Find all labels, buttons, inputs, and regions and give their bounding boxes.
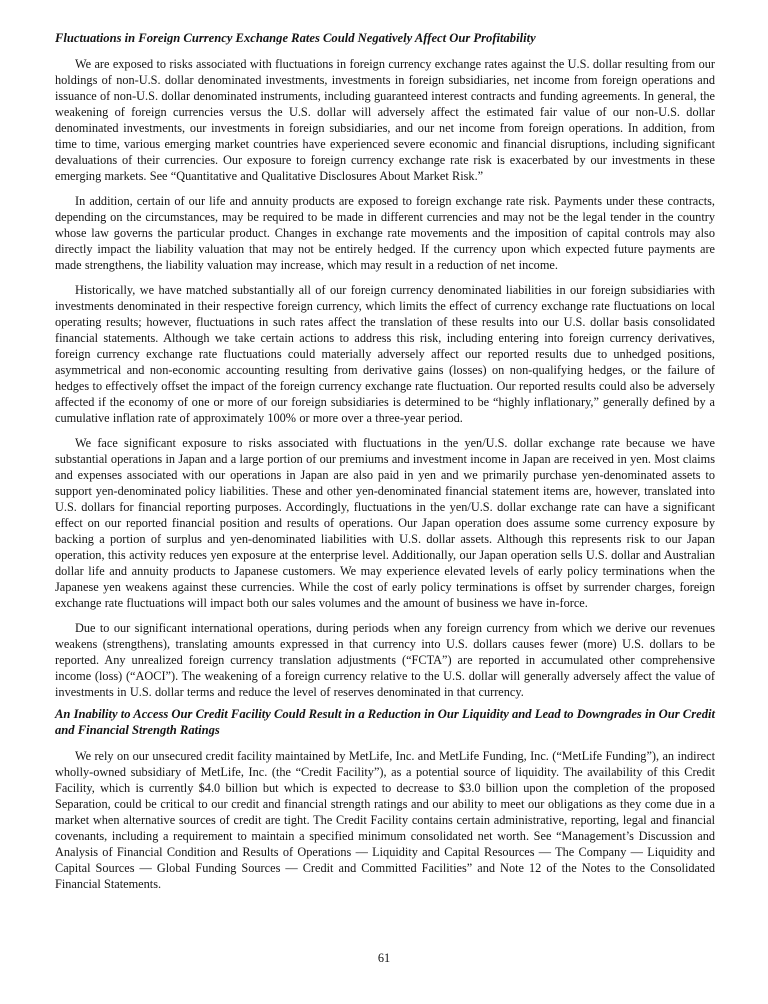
paragraph: Due to our significant international operations, during periods when any foreign currency from which we derive our revenues weakens (strengthens), translating amounts expressed in that currency into U.S. dollars causes fewer (more) U.S. dollars to be reported. Any unrealized foreign currency translation adjustments (“FCTA”) are reported in accumulated other comprehensive income (loss) (“AOCI”). The weakening of a foreign currency relative to the U.S. dollar will generally adversely affect the value of investments in U.S. dollar terms and reduce the level of reserves denominated in that currency. <box>55 621 715 699</box>
paragraph: In addition, certain of our life and annuity products are exposed to foreign exchange rate risk. Payments under these contracts, depending on the circumstances, may be required to be made in different currencies and may not be the legal tender in the country whose law governs the particular product. Changes in exchange rate movements and the imposition of capital controls may also directly impact the liability valuation that may not be entirely hedged. If the currency upon which expected future payments are made strengthens, the liability valuation may increase, which may result in a reduction of net income. <box>55 194 715 272</box>
page-footer <box>0 948 768 1004</box>
section-heading: Fluctuations in Foreign Currency Exchange Rates Could Negatively Affect Our Profitability <box>55 31 536 45</box>
document-content <box>55 30 715 1004</box>
paragraph: We rely on our unsecured credit facility maintained by MetLife, Inc. and MetLife Funding, Inc. (“MetLife Funding”), an indirect wholly-owned subsidiary of MetLife, Inc. (the “Credit Facility”), as a potential source of liquidity. The availability of this Credit Facility, which is currently $4.0 billion but which is expected to decrease to $3.0 billion upon the completion of the proposed Separation, could be critical to our credit and financial strength ratings and our ability to meet our obligations as they come due in a market when alternative sources of credit are tight. The Credit Facility contains certain administrative, reporting, legal and financial covenants, including a requirement to maintain a specified minimum consolidated net worth. See “Management’s Discussion and Analysis of Financial Condition and Results of Operations — Liquidity and Capital Resources — The Company — Liquidity and Capital Sources — Global Funding Sources — Credit and Committed Facilities” and Note 12 of the Notes to the Consolidated Financial Statements. <box>55 749 715 891</box>
paragraph: We face significant exposure to risks associated with fluctuations in the yen/U.S. dollar exchange rate because we have substantial operations in Japan and a large portion of our premiums and investment income in Japan are received in yen. Most claims and expenses associated with our operations in Japan are also paid in yen and we primarily purchase yen-denominated assets to support yen-denominated policy liabilities. These and other yen-denominated financial statement items are, however, translated into U.S. dollars for financial reporting purposes. Accordingly, fluctuations in the yen/U.S. dollar exchange rate can have a significant effect on our reported financial position and results of operations. Our Japan operation does assume some currency exposure by backing a portion of surplus and yen-denominated liabilities with U.S. dollar assets. Although this represents risk to our Japan operation, this activity reduces yen exposure at the enterprise level. Additionally, our Japan operation sells U.S. dollar and Australian dollar life and annuity products to Japanese customers. We may experience elevated levels of early policy terminations when the Japanese yen weakens against these currencies. While the cost of early policy terminations is offset by surrender charges, foreign exchange rate fluctuations will impact both our sales volumes and the amount of business we have in-force. <box>55 436 715 610</box>
paragraph: We are exposed to risks associated with fluctuations in foreign currency exchange rates against the U.S. dollar resulting from our holdings of non-U.S. dollar denominated investments, investments in foreign subsidiaries, net income from foreign operations and issuance of non-U.S. dollar denominated instruments, including guaranteed interest contracts and funding agreements. In general, the weakening of foreign currencies versus the U.S. dollar will adversely affect the estimated fair value of our non-U.S. dollar denominated investments, our investments in foreign subsidiaries, and our net income from foreign operations. In addition, from time to time, various emerging market countries have experienced severe economic and financial disruptions, including significant devaluations of their currencies. Our exposure to foreign currency exchange rate risk is exacerbated by our investments in these emerging markets. See “Quantitative and Qualitative Disclosures About Market Risk.” <box>55 57 715 183</box>
section-foreign-currency <box>55 30 715 700</box>
section-credit-facility <box>55 706 715 892</box>
page-number: 61 <box>377 951 391 965</box>
section-heading: An Inability to Access Our Credit Facility Could Result in a Reduction in Our Liquidity and Lead to Downgrades in Our Credit and Financial Strength Ratings <box>55 707 715 737</box>
paragraph: Historically, we have matched substantially all of our foreign currency denominated liabilities in our foreign subsidiaries with investments denominated in their respective foreign currency, which limits the effect of currency exchange rate fluctuations on local operating results; however, fluctuations in such rates affect the translation of these results into our U.S. dollar basis consolidated financial statements. Although we take certain actions to address this risk, including entering into foreign currency derivatives, foreign currency exchange rate fluctuations could materially adversely affect our reported results due to unhedged positions, asymmetrical and non-economic accounting resulting from derivative gains (losses) on non-qualifying hedges, or the failure of hedges to effectively offset the impact of the foreign currency exchange rate fluctuation. Our reported results could also be adversely affected if the economy of one or more of our foreign subsidiaries is determined to be “highly inflationary,” generally defined by a cumulative inflation rate of approximately 100% or more over a three-year period. <box>55 283 715 425</box>
